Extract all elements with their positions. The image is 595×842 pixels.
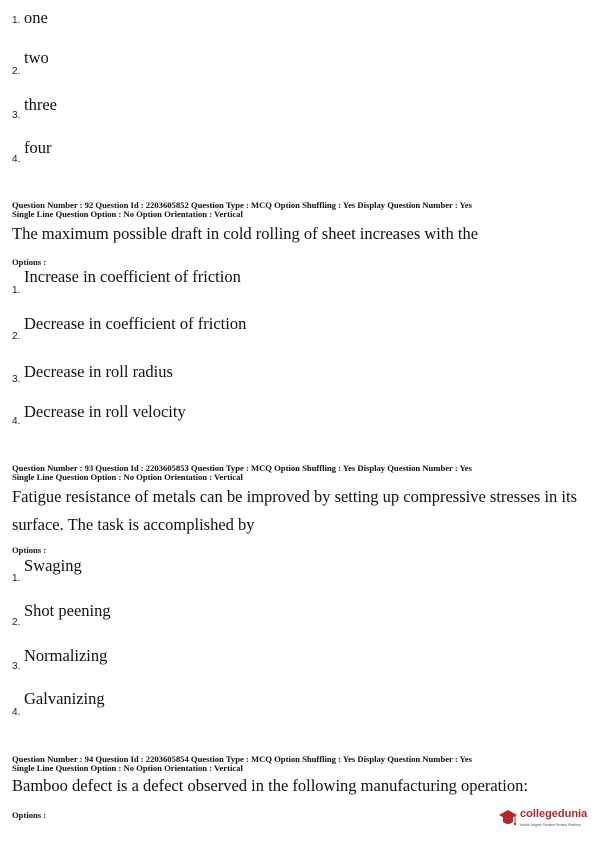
question-93-text-line-1: Fatigue resistance of metals can be improved by setting up compressive stresses in its [12, 487, 577, 506]
option-number: 2. [12, 66, 21, 77]
meta-line-2: Single Line Question Option : No Option Orientation : Vertical [12, 472, 243, 482]
option-text: three [24, 95, 57, 114]
option-text: Shot peening [24, 601, 111, 620]
question-92-text: The maximum possible draft in cold rolling of sheet increases with the [12, 224, 479, 243]
meta-line-1: Question Number : 92 Question Id : 2203605852 Question Type : MCQ Option Shuffling : Yes Display Question Number : Yes [12, 200, 472, 210]
option-number: 1. [12, 573, 21, 584]
meta-line-2: Single Line Question Option : No Option Orientation : Vertical [12, 763, 243, 773]
option-number: 4. [12, 416, 21, 427]
option-text: Galvanizing [24, 689, 105, 708]
option-text: two [24, 48, 49, 67]
option-text: Decrease in roll velocity [24, 402, 186, 421]
option-number: 2. [12, 617, 21, 628]
meta-line-2: Single Line Question Option : No Option Orientation : Vertical [12, 209, 243, 219]
option-text: Normalizing [24, 646, 108, 665]
question-93-meta [12, 464, 587, 482]
question-94-options-label: Options : [12, 810, 47, 820]
meta-line-1: Question Number : 94 Question Id : 2203605854 Question Type : MCQ Option Shuffling : Yes Display Question Number : Yes [12, 754, 472, 764]
logo-tagline: India's largest Student Review Platform [520, 823, 581, 827]
option-number: 3. [12, 110, 21, 121]
option-number: 2. [12, 331, 21, 342]
option-text: Swaging [24, 556, 82, 575]
graduation-cap-icon [498, 808, 518, 830]
question-93-text-line-2: surface. The task is accomplished by [12, 515, 255, 534]
option-text: one [24, 8, 48, 27]
option-number: 4. [12, 707, 21, 718]
option-number: 1. [12, 15, 21, 26]
meta-line-1: Question Number : 93 Question Id : 2203605853 Question Type : MCQ Option Shuffling : Yes Display Question Number : Yes [12, 463, 472, 473]
question-92-meta [12, 201, 587, 219]
option-text: Increase in coefficient of friction [24, 267, 241, 286]
collegedunia-logo [498, 806, 594, 834]
question-93-options-label: Options : [12, 545, 47, 555]
option-number: 4. [12, 154, 21, 165]
question-94-text: Bamboo defect is a defect observed in the following manufacturing operation: [12, 776, 528, 795]
option-text: four [24, 138, 52, 157]
option-number: 3. [12, 374, 21, 385]
question-92-options-label: Options : [12, 257, 47, 267]
option-text: Decrease in coefficient of friction [24, 314, 247, 333]
option-number: 3. [12, 661, 21, 672]
logo-name: collegedunia [520, 808, 588, 820]
option-number: 1. [12, 285, 21, 296]
question-94-meta [12, 755, 587, 773]
option-text: Decrease in roll radius [24, 362, 173, 381]
